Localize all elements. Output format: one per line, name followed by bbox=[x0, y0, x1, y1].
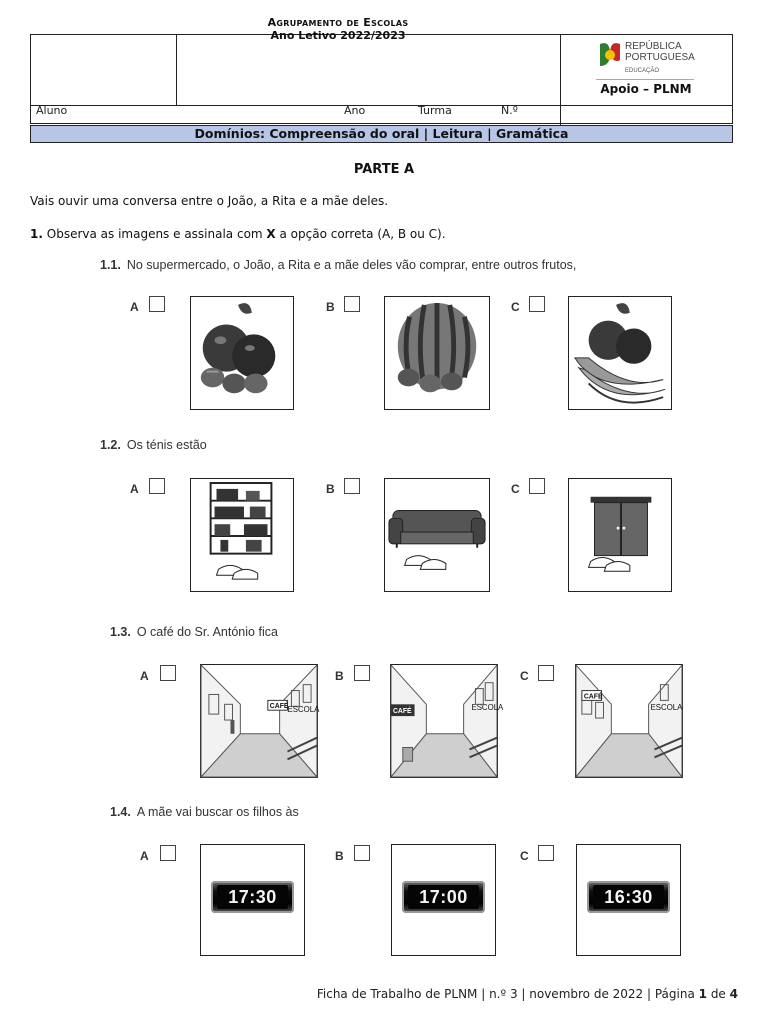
republic-emblem-icon bbox=[598, 40, 622, 68]
option-b-checkbox[interactable] bbox=[354, 845, 370, 861]
option-a-image-clock bbox=[200, 844, 305, 956]
option-a-image-street bbox=[200, 664, 318, 778]
option-c-checkbox[interactable] bbox=[538, 845, 554, 861]
option-c-checkbox[interactable] bbox=[529, 478, 545, 494]
option-a-image-bookshelf bbox=[190, 478, 294, 592]
question-1-1 bbox=[100, 258, 576, 272]
page-footer bbox=[317, 987, 738, 1001]
intro-text: Vais ouvir uma conversa entre o João, a Rita e a mãe deles. bbox=[30, 194, 389, 208]
school-name bbox=[146, 16, 530, 42]
option-b-image-watermelon bbox=[384, 296, 490, 410]
question-text: No supermercado, o João, a Rita e a mãe deles vão comprar, entre outros frutos, bbox=[126, 258, 577, 272]
digital-clock bbox=[211, 881, 294, 913]
option-b-label: B bbox=[335, 849, 344, 863]
option-c-label: C bbox=[511, 300, 520, 314]
option-b-label: B bbox=[335, 669, 344, 683]
field-student: Aluno bbox=[36, 104, 68, 117]
option-b-checkbox[interactable] bbox=[344, 296, 360, 312]
option-c-label: C bbox=[511, 482, 520, 496]
option-c-image-wardrobe bbox=[568, 478, 672, 592]
instruction-number: 1. bbox=[30, 227, 43, 241]
option-a-label: A bbox=[130, 300, 139, 314]
street-sign-school: ESCOLA bbox=[287, 705, 320, 715]
footer-page: 1 bbox=[698, 987, 707, 1001]
option-c-checkbox[interactable] bbox=[529, 296, 545, 312]
option-a-label: A bbox=[130, 482, 139, 496]
logo-separator bbox=[596, 79, 694, 80]
clock-time: 17:30 bbox=[217, 885, 288, 909]
question-text: A mãe vai buscar os filhos às bbox=[136, 805, 299, 819]
street-sign-cafe: CAFÉ bbox=[392, 708, 412, 716]
logo-line-1: REPÚBLICA bbox=[625, 41, 682, 52]
support-label: Apoio – PLNM bbox=[600, 82, 692, 96]
field-number: N.º bbox=[501, 104, 518, 117]
option-b-image-clock bbox=[391, 844, 496, 956]
footer-total: 4 bbox=[729, 987, 738, 1001]
question-1-3 bbox=[110, 625, 278, 639]
question-text: O café do Sr. António fica bbox=[136, 625, 278, 639]
option-a-checkbox[interactable] bbox=[160, 665, 176, 681]
logo-line-3: EDUCAÇÃO bbox=[625, 68, 660, 74]
option-a-checkbox[interactable] bbox=[149, 296, 165, 312]
option-c-image-clock bbox=[576, 844, 681, 956]
option-b-label: B bbox=[326, 300, 335, 314]
instruction bbox=[30, 227, 446, 241]
option-b-checkbox[interactable] bbox=[354, 665, 370, 681]
question-number: 1.1. bbox=[100, 258, 121, 272]
option-c-image-apples-bananas bbox=[568, 296, 672, 410]
street-sign-cafe: CAFÉ bbox=[269, 703, 289, 711]
logo-text bbox=[625, 41, 695, 77]
option-a-checkbox[interactable] bbox=[160, 845, 176, 861]
option-b-label: B bbox=[326, 482, 335, 496]
option-a-image-apples-strawberries bbox=[190, 296, 294, 410]
instruction-text-before: Observa as imagens e assinala com bbox=[46, 227, 267, 241]
option-a-label: A bbox=[140, 849, 149, 863]
option-c-image-street bbox=[575, 664, 683, 778]
option-a-checkbox[interactable] bbox=[149, 478, 165, 494]
option-c-checkbox[interactable] bbox=[538, 665, 554, 681]
option-a-label: A bbox=[140, 669, 149, 683]
footer-text: Ficha de Trabalho de PLNM | n.º 3 | novembro de 2022 | Página bbox=[316, 987, 699, 1001]
option-b-image-street bbox=[390, 664, 504, 778]
option-b-checkbox[interactable] bbox=[344, 478, 360, 494]
domains-banner: Domínios: Compreensão do oral | Leitura | Gramática bbox=[30, 125, 733, 143]
field-class: Turma bbox=[418, 104, 452, 117]
school-line-1: Agrupamento de Escolas bbox=[267, 16, 409, 29]
clock-time: 16:30 bbox=[593, 885, 664, 909]
question-text: Os ténis estão bbox=[126, 438, 207, 452]
street-sign-cafe: CAFÉ bbox=[583, 693, 603, 701]
part-title: PARTE A bbox=[353, 162, 415, 177]
instruction-mark: X bbox=[266, 227, 276, 241]
school-year: Ano Letivo 2022/2023 bbox=[270, 29, 406, 42]
field-year: Ano bbox=[344, 104, 366, 117]
option-c-label: C bbox=[520, 849, 529, 863]
instruction-text-after: a opção correta (A, B ou C). bbox=[275, 227, 446, 241]
question-1-2 bbox=[100, 438, 207, 452]
footer-of: de bbox=[707, 987, 730, 1001]
street-sign-school: ESCOLA bbox=[650, 703, 683, 713]
clock-time: 17:00 bbox=[408, 885, 479, 909]
option-b-image-sofa bbox=[384, 478, 490, 592]
header-divider bbox=[560, 35, 561, 125]
header-divider bbox=[176, 35, 177, 105]
question-number: 1.4. bbox=[110, 805, 131, 819]
question-number: 1.3. bbox=[110, 625, 131, 639]
digital-clock bbox=[402, 881, 485, 913]
option-c-label: C bbox=[520, 669, 529, 683]
question-number: 1.2. bbox=[100, 438, 121, 452]
header-divider bbox=[31, 105, 732, 106]
street-sign-school: ESCOLA bbox=[471, 703, 504, 713]
logo-line-2: PORTUGUESA bbox=[625, 52, 695, 63]
question-1-4 bbox=[110, 805, 299, 819]
digital-clock bbox=[587, 881, 670, 913]
